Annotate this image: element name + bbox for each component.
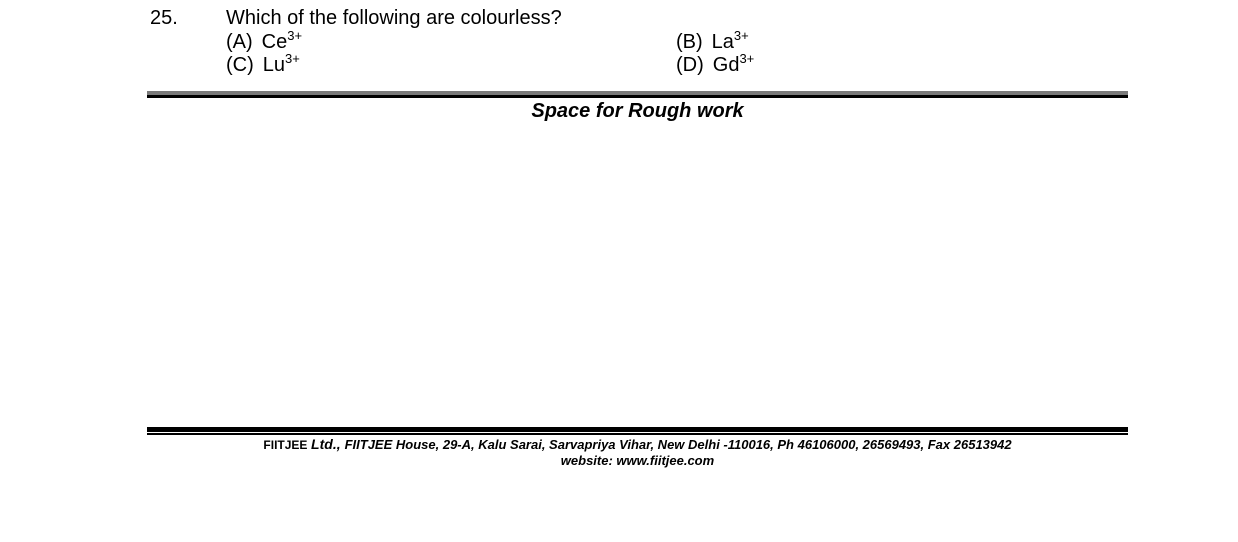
question-number: 25. bbox=[150, 7, 178, 29]
footer-brand: FIITJEE bbox=[263, 438, 308, 452]
option-charge: 3+ bbox=[739, 51, 755, 66]
option-charge: 3+ bbox=[285, 51, 300, 66]
footer-divider-thin bbox=[147, 433, 1128, 435]
footer-ltd: Ltd., bbox=[311, 436, 341, 452]
option-charge: 3+ bbox=[733, 28, 749, 43]
top-divider bbox=[147, 91, 1128, 98]
footer-divider-thick bbox=[147, 427, 1128, 432]
option-symbol: Lu bbox=[262, 54, 286, 76]
question-text: Which of the following are colourless? bbox=[226, 7, 562, 29]
option-symbol: Gd bbox=[712, 54, 740, 76]
option-label: (A) bbox=[226, 31, 253, 53]
option-label: (B) bbox=[676, 31, 703, 53]
option-b bbox=[676, 30, 749, 54]
option-d bbox=[676, 53, 754, 77]
option-label: (D) bbox=[676, 54, 704, 76]
option-c bbox=[226, 53, 300, 77]
rough-work-title: Space for Rough work bbox=[531, 100, 744, 122]
option-symbol: La bbox=[711, 31, 734, 53]
option-symbol: Ce bbox=[261, 31, 288, 53]
option-label: (C) bbox=[226, 54, 254, 76]
option-charge: 3+ bbox=[287, 28, 303, 43]
footer-website: website: www.fiitjee.com bbox=[560, 453, 715, 468]
footer-address-line bbox=[147, 436, 1128, 454]
footer-address: FIITJEE House, 29-A, Kalu Sarai, Sarvapriya Vihar, New Delhi -110016, Ph 46106000, 26569493, Fax 26513942 bbox=[344, 437, 1012, 452]
